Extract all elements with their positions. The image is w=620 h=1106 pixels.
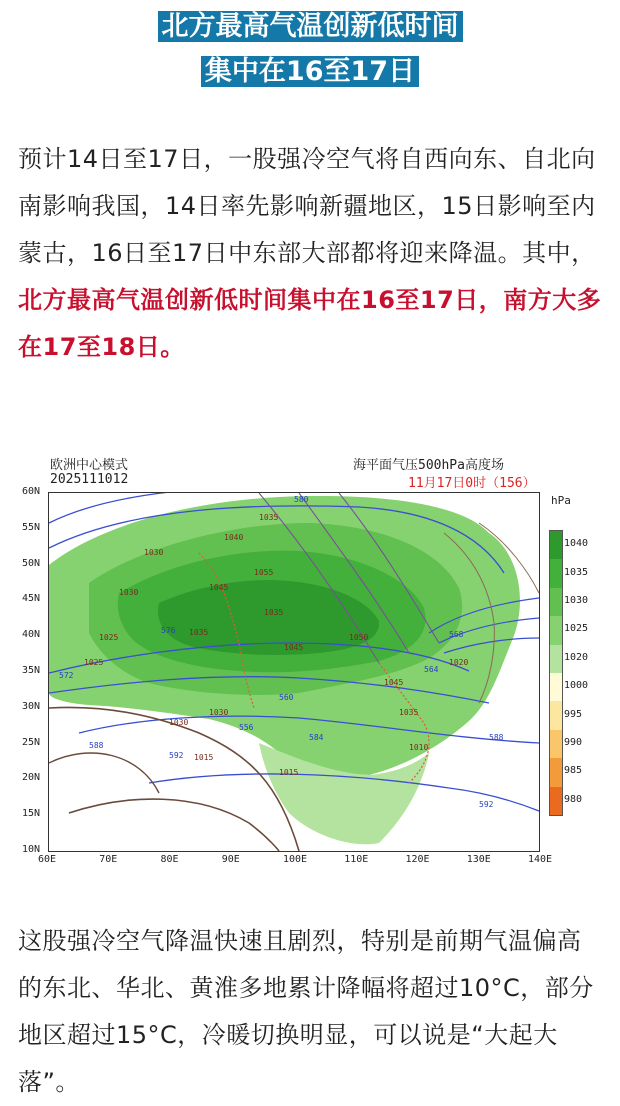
isobar-label: 1025 (84, 658, 104, 667)
latitude-tick: 15N (22, 808, 41, 820)
height-contour-label: 588 (89, 741, 104, 750)
colorbar-tick: 1000 (564, 680, 589, 692)
isobar-label: 1025 (99, 633, 119, 642)
longitude-tick: 100E (283, 854, 308, 865)
isobar-label: 1030 (209, 708, 229, 717)
headline-line-2: 集中在16至17日 (0, 55, 620, 89)
longitude-tick: 60E (38, 854, 57, 865)
latitude-tick: 50N (22, 557, 41, 569)
colorbar-unit: hPa (551, 494, 571, 507)
longitude-tick: 120E (405, 854, 430, 865)
isobar-label: 1055 (254, 568, 274, 577)
height-contour-label: 568 (449, 630, 464, 639)
colorbar-swatch (550, 730, 562, 758)
isobar-label: 1030 (144, 548, 164, 557)
valid-time-label: 11月17日0时（156） (408, 476, 536, 491)
height-contour-label: 576 (161, 626, 176, 635)
longitude-tick: 70E (99, 854, 118, 865)
latitude-tick: 25N (22, 736, 41, 748)
longitude-tick: 80E (160, 854, 179, 865)
isobar-label: 1040 (224, 533, 244, 542)
paragraph-cooling: 这股强冷空气降温快速且剧烈，特别是前期气温偏高的东北、华北、黄淮多地累计降幅将超过10°C，部分地区超过15°C，冷暖切换明显，可以说是“大起大落”。 (18, 927, 594, 1096)
latitude-tick: 30N (22, 700, 41, 712)
weather-map-graphic (49, 493, 539, 851)
isobar-label: 1030 (169, 718, 189, 727)
colorbar-swatch (550, 787, 562, 815)
isobar-label: 1035 (259, 513, 279, 522)
colorbar-swatch (550, 616, 562, 644)
latitude-tick: 60N (22, 486, 41, 497)
latitude-tick: 45N (22, 593, 41, 605)
isobar-label: 1020 (449, 658, 469, 667)
isobar-label: 1030 (119, 588, 139, 597)
height-contour-label: 592 (169, 751, 184, 760)
colorbar-swatch (550, 559, 562, 587)
colorbar (549, 530, 563, 816)
colorbar-swatch (550, 531, 562, 559)
isobar-label: 1035 (189, 628, 209, 637)
pressure-map-figure (8, 438, 612, 870)
isobar-label: 1035 (264, 608, 284, 617)
field-label: 海平面气压500hPa高度场 (353, 458, 504, 473)
colorbar-tick: 1025 (564, 623, 589, 635)
colorbar-swatch (550, 701, 562, 729)
paragraph-forecast (18, 136, 602, 371)
paragraph-forecast-text: 预计14日至17日，一股强冷空气将自西向东、自北向南影响我国，14日率先影响新疆地区，15日影响至内蒙古，16日至17日中东部大部都将迎来降温。其中， (18, 145, 596, 267)
height-contour-label: 556 (239, 723, 254, 732)
isobar-label: 1015 (279, 768, 299, 777)
latitude-tick: 35N (22, 665, 41, 676)
weather-map (48, 492, 540, 852)
paragraph-forecast-highlight: 北方最高气温创新低时间集中在16至17日，南方大多在17至18日。 (18, 286, 602, 361)
colorbar-tick: 1040 (564, 538, 589, 550)
height-contour-label: 592 (479, 800, 494, 809)
colorbar-tick: 1035 (564, 566, 589, 578)
isobar-label: 1045 (284, 643, 304, 652)
latitude-tick: 10N (22, 844, 41, 855)
colorbar-tick: 980 (564, 793, 583, 805)
init-time-label: 2025111012 (50, 472, 129, 487)
colorbar-tick: 995 (564, 708, 583, 720)
colorbar-tick: 990 (564, 737, 583, 748)
isobar-label: 1050 (349, 633, 369, 642)
colorbar-tick: 985 (564, 765, 583, 777)
latitude-tick: 20N (22, 772, 41, 784)
colorbar-swatch (550, 588, 562, 616)
height-contour-label: 560 (279, 693, 294, 702)
height-contour-label: 584 (309, 733, 324, 742)
longitude-tick: 90E (221, 854, 240, 865)
isobar-label: 1035 (399, 708, 419, 717)
latitude-tick: 55N (22, 521, 41, 533)
colorbar-swatch (550, 645, 562, 673)
model-label: 欧洲中心模式 (50, 458, 129, 473)
isobar-label: 1015 (194, 753, 214, 762)
latitude-tick: 40N (22, 629, 41, 641)
longitude-tick: 130E (466, 854, 491, 865)
colorbar-swatch (550, 673, 562, 701)
colorbar-tick: 1030 (564, 595, 589, 606)
height-contour-label: 580 (294, 495, 309, 504)
isobar-label: 1010 (409, 743, 429, 752)
longitude-tick: 110E (344, 854, 369, 865)
colorbar-swatch (550, 758, 562, 786)
colorbar-tick: 1020 (564, 651, 589, 663)
isobar-label: 1045 (209, 583, 229, 592)
height-contour-label: 572 (59, 671, 74, 680)
isobar-label: 1045 (384, 678, 404, 687)
longitude-tick: 140E (528, 854, 553, 865)
height-contour-label: 564 (424, 665, 439, 674)
headline-line-1: 北方最高气温创新低时间 (0, 10, 620, 44)
height-contour-label: 588 (489, 733, 504, 742)
